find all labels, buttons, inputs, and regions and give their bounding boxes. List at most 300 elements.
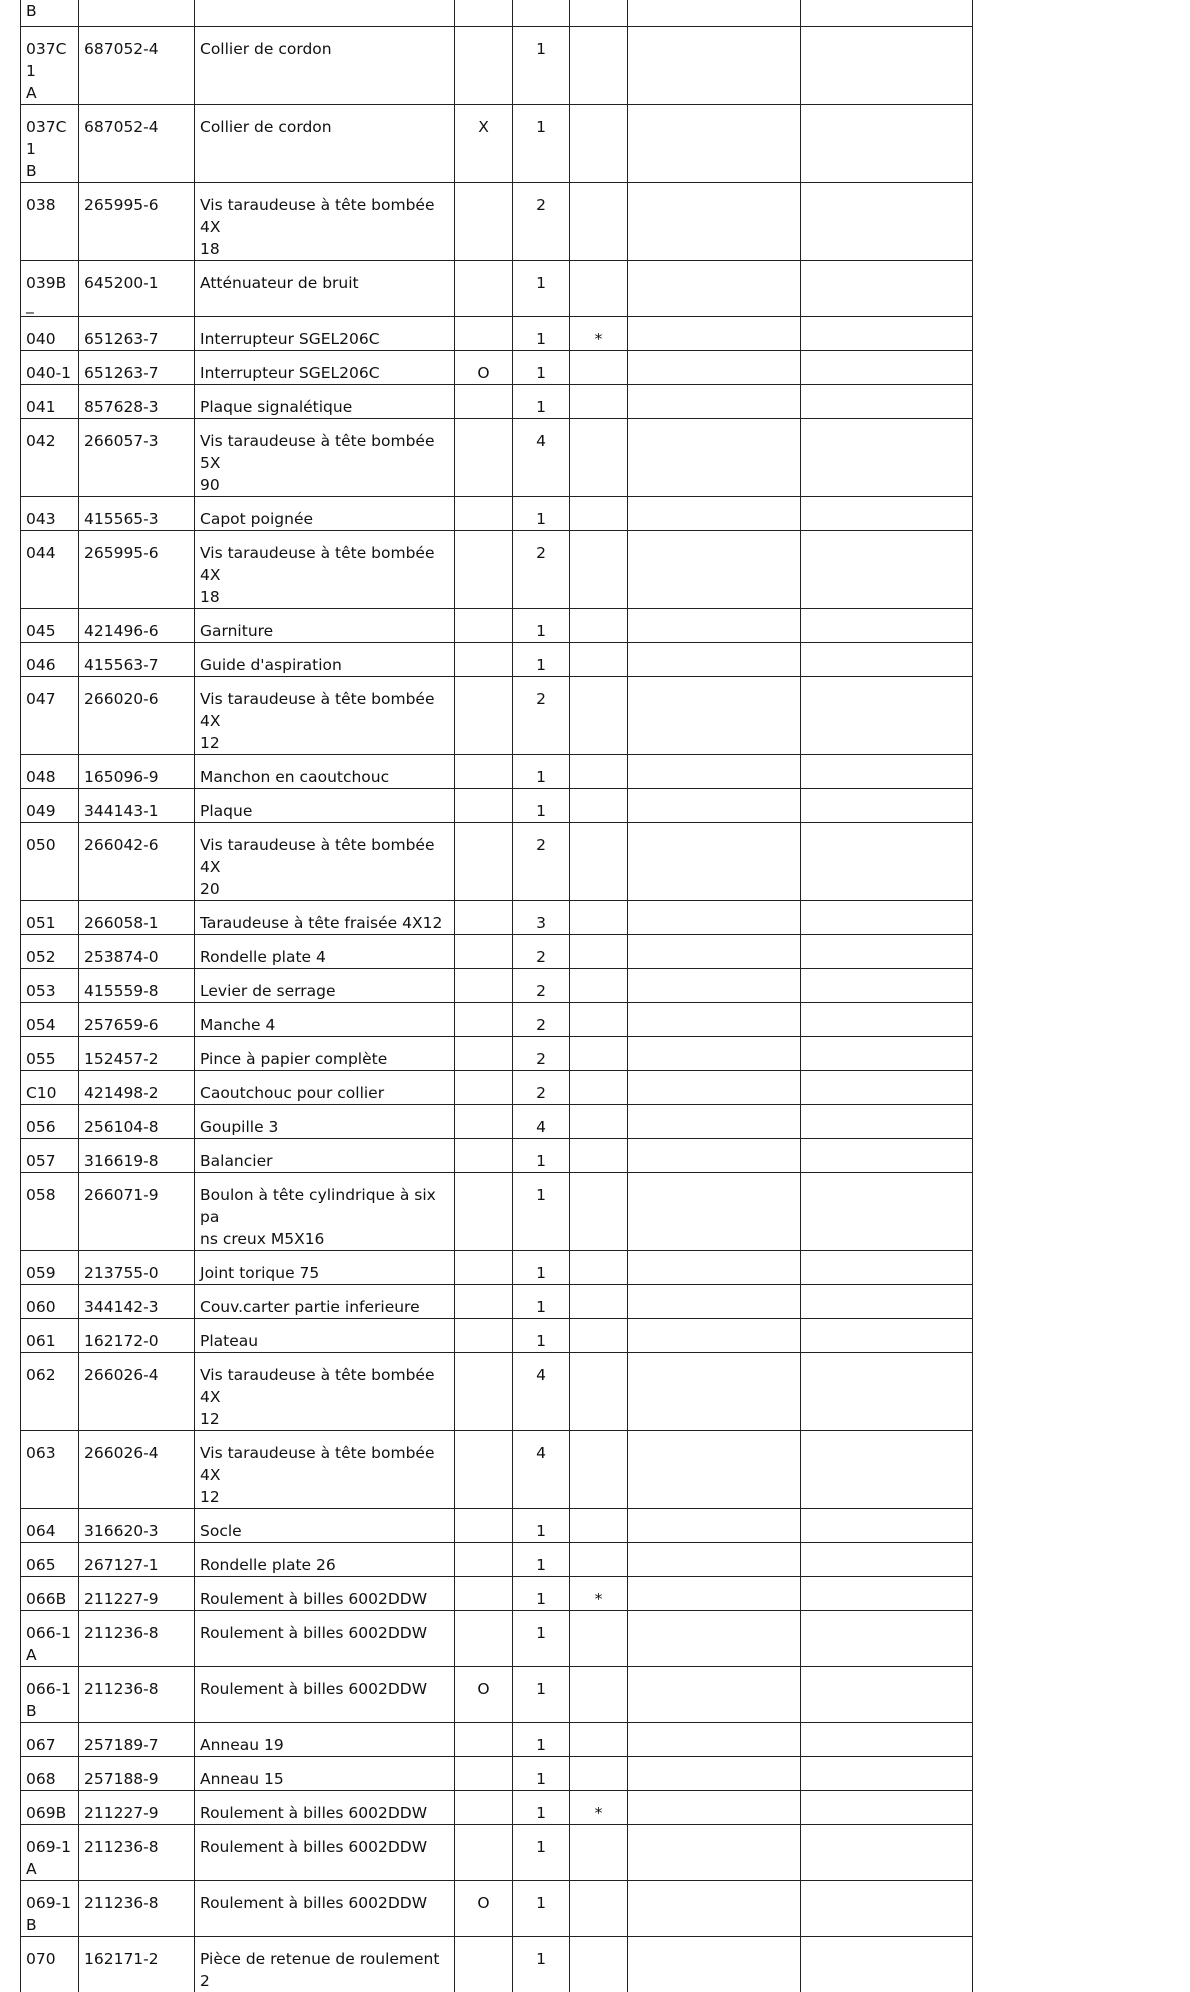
- note-cell: [570, 1610, 628, 1666]
- table-row: [21, 104, 973, 182]
- description-cell: Boulon à tête cylindrique à six pa ns creux M5X16: [195, 1172, 455, 1250]
- description-cell: Interrupteur SGEL206C: [195, 350, 455, 384]
- description-cell: Interrupteur SGEL206C: [195, 316, 455, 350]
- item-number-cell: 050: [21, 822, 79, 900]
- part-number-cell: 651263-7: [79, 316, 195, 350]
- extra-cell-1: [628, 1352, 801, 1430]
- extra-cell-2: [801, 900, 973, 934]
- item-number-cell: 040-1: [21, 350, 79, 384]
- flag-cell: [455, 1824, 513, 1880]
- extra-cell-1: [628, 316, 801, 350]
- table-row: [21, 1824, 973, 1880]
- description-cell: Collier de cordon: [195, 26, 455, 104]
- quantity-cell: 1: [513, 608, 570, 642]
- flag-cell: [455, 788, 513, 822]
- extra-cell-1: [628, 822, 801, 900]
- item-number-cell: 051: [21, 900, 79, 934]
- flag-cell: [455, 676, 513, 754]
- table-row: [21, 1250, 973, 1284]
- quantity-cell: [513, 0, 570, 26]
- quantity-cell: 1: [513, 350, 570, 384]
- part-number-cell: 316619-8: [79, 1138, 195, 1172]
- note-cell: [570, 1250, 628, 1284]
- extra-cell-2: [801, 1070, 973, 1104]
- item-number-cell: 067: [21, 1722, 79, 1756]
- quantity-cell: 1: [513, 1576, 570, 1610]
- description-cell: [195, 0, 455, 26]
- part-number-cell: 211236-8: [79, 1666, 195, 1722]
- quantity-cell: 2: [513, 676, 570, 754]
- part-number-cell: 256104-8: [79, 1104, 195, 1138]
- item-number-cell: 037C1 A: [21, 26, 79, 104]
- extra-cell-1: [628, 1666, 801, 1722]
- item-number-cell: 070: [21, 1936, 79, 1992]
- part-number-cell: 265995-6: [79, 182, 195, 260]
- quantity-cell: 1: [513, 1542, 570, 1576]
- flag-cell: [455, 1036, 513, 1070]
- quantity-cell: 1: [513, 1250, 570, 1284]
- extra-cell-1: [628, 1318, 801, 1352]
- note-cell: [570, 1508, 628, 1542]
- table-row: [21, 1508, 973, 1542]
- description-cell: Goupille 3: [195, 1104, 455, 1138]
- quantity-cell: 4: [513, 418, 570, 496]
- table-row: [21, 1576, 973, 1610]
- note-cell: [570, 1002, 628, 1036]
- item-number-cell: 041: [21, 384, 79, 418]
- note-cell: [570, 1722, 628, 1756]
- extra-cell-1: [628, 1002, 801, 1036]
- description-cell: Guide d'aspiration: [195, 642, 455, 676]
- quantity-cell: 1: [513, 1722, 570, 1756]
- item-number-cell: C10: [21, 1070, 79, 1104]
- description-cell: Rondelle plate 26: [195, 1542, 455, 1576]
- quantity-cell: 1: [513, 104, 570, 182]
- extra-cell-2: [801, 1172, 973, 1250]
- note-cell: [570, 1172, 628, 1250]
- part-number-cell: 152457-2: [79, 1036, 195, 1070]
- note-cell: *: [570, 1576, 628, 1610]
- note-cell: [570, 530, 628, 608]
- item-number-cell: 059: [21, 1250, 79, 1284]
- note-cell: [570, 1666, 628, 1722]
- quantity-cell: 1: [513, 260, 570, 316]
- item-number-cell: 069-1 A: [21, 1824, 79, 1880]
- part-number-cell: 266071-9: [79, 1172, 195, 1250]
- extra-cell-2: [801, 182, 973, 260]
- note-cell: [570, 104, 628, 182]
- extra-cell-2: [801, 1508, 973, 1542]
- description-cell: Roulement à billes 6002DDW: [195, 1824, 455, 1880]
- part-number-cell: 211236-8: [79, 1824, 195, 1880]
- quantity-cell: 4: [513, 1430, 570, 1508]
- flag-cell: [455, 26, 513, 104]
- item-number-cell: B: [21, 0, 79, 26]
- part-number-cell: 651263-7: [79, 350, 195, 384]
- extra-cell-2: [801, 1002, 973, 1036]
- flag-cell: [455, 182, 513, 260]
- extra-cell-2: [801, 26, 973, 104]
- table-row: [21, 384, 973, 418]
- quantity-cell: 1: [513, 1936, 570, 1992]
- part-number-cell: 162171-2: [79, 1936, 195, 1992]
- extra-cell-2: [801, 1284, 973, 1318]
- description-cell: Taraudeuse à tête fraisée 4X12: [195, 900, 455, 934]
- description-cell: Plateau: [195, 1318, 455, 1352]
- extra-cell-1: [628, 418, 801, 496]
- extra-cell-2: [801, 968, 973, 1002]
- item-number-cell: 049: [21, 788, 79, 822]
- part-number-cell: 257659-6: [79, 1002, 195, 1036]
- extra-cell-1: [628, 260, 801, 316]
- flag-cell: [455, 1542, 513, 1576]
- item-number-cell: 046: [21, 642, 79, 676]
- note-cell: [570, 1542, 628, 1576]
- quantity-cell: 3: [513, 900, 570, 934]
- description-cell: Manche 4: [195, 1002, 455, 1036]
- table-row: [21, 1756, 973, 1790]
- part-number-cell: 645200-1: [79, 260, 195, 316]
- table-row: [21, 1790, 973, 1824]
- item-number-cell: 052: [21, 934, 79, 968]
- flag-cell: [455, 1318, 513, 1352]
- item-number-cell: 038: [21, 182, 79, 260]
- flag-cell: [455, 608, 513, 642]
- note-cell: [570, 1430, 628, 1508]
- quantity-cell: 2: [513, 1036, 570, 1070]
- part-number-cell: 344143-1: [79, 788, 195, 822]
- item-number-cell: 062: [21, 1352, 79, 1430]
- extra-cell-2: [801, 1936, 973, 1992]
- table-row: [21, 0, 973, 26]
- part-number-cell: 257188-9: [79, 1756, 195, 1790]
- table-row: [21, 1430, 973, 1508]
- extra-cell-1: [628, 608, 801, 642]
- extra-cell-2: [801, 1666, 973, 1722]
- extra-cell-2: [801, 676, 973, 754]
- extra-cell-2: [801, 104, 973, 182]
- part-number-cell: 415563-7: [79, 642, 195, 676]
- note-cell: [570, 1756, 628, 1790]
- table-row: [21, 530, 973, 608]
- extra-cell-1: [628, 1508, 801, 1542]
- note-cell: [570, 1036, 628, 1070]
- item-number-cell: 054: [21, 1002, 79, 1036]
- extra-cell-1: [628, 530, 801, 608]
- table-row: [21, 316, 973, 350]
- extra-cell-2: [801, 1756, 973, 1790]
- table-row: [21, 1318, 973, 1352]
- part-number-cell: 266058-1: [79, 900, 195, 934]
- extra-cell-2: [801, 1790, 973, 1824]
- extra-cell-2: [801, 530, 973, 608]
- flag-cell: O: [455, 1880, 513, 1936]
- table-row: [21, 1352, 973, 1430]
- part-number-cell: 857628-3: [79, 384, 195, 418]
- item-number-cell: 061: [21, 1318, 79, 1352]
- note-cell: *: [570, 1790, 628, 1824]
- extra-cell-1: [628, 1070, 801, 1104]
- note-cell: [570, 642, 628, 676]
- item-number-cell: 053: [21, 968, 79, 1002]
- flag-cell: [455, 1250, 513, 1284]
- description-cell: Rondelle plate 4: [195, 934, 455, 968]
- extra-cell-2: [801, 1036, 973, 1070]
- quantity-cell: 1: [513, 1610, 570, 1666]
- part-number-cell: 211236-8: [79, 1610, 195, 1666]
- table-row: [21, 182, 973, 260]
- extra-cell-1: [628, 1430, 801, 1508]
- note-cell: [570, 26, 628, 104]
- description-cell: Vis taraudeuse à tête bombée 4X 12: [195, 676, 455, 754]
- item-number-cell: 063: [21, 1430, 79, 1508]
- part-number-cell: [79, 0, 195, 26]
- quantity-cell: 2: [513, 822, 570, 900]
- extra-cell-2: [801, 316, 973, 350]
- table-row: [21, 1936, 973, 1992]
- extra-cell-1: [628, 1756, 801, 1790]
- item-number-cell: 065: [21, 1542, 79, 1576]
- table-row: [21, 260, 973, 316]
- item-number-cell: 045: [21, 608, 79, 642]
- part-number-cell: 687052-4: [79, 104, 195, 182]
- item-number-cell: 058: [21, 1172, 79, 1250]
- item-number-cell: 039B_: [21, 260, 79, 316]
- extra-cell-1: [628, 26, 801, 104]
- parts-table: [20, 0, 973, 1992]
- flag-cell: [455, 316, 513, 350]
- extra-cell-2: [801, 754, 973, 788]
- extra-cell-1: [628, 1880, 801, 1936]
- quantity-cell: 2: [513, 530, 570, 608]
- item-number-cell: 064: [21, 1508, 79, 1542]
- extra-cell-2: [801, 384, 973, 418]
- quantity-cell: 2: [513, 968, 570, 1002]
- part-number-cell: 257189-7: [79, 1722, 195, 1756]
- item-number-cell: 066B: [21, 1576, 79, 1610]
- item-number-cell: 066-1 A: [21, 1610, 79, 1666]
- part-number-cell: 415565-3: [79, 496, 195, 530]
- note-cell: [570, 0, 628, 26]
- note-cell: [570, 822, 628, 900]
- description-cell: Vis taraudeuse à tête bombée 4X 12: [195, 1430, 455, 1508]
- table-row: [21, 1172, 973, 1250]
- description-cell: Collier de cordon: [195, 104, 455, 182]
- note-cell: [570, 182, 628, 260]
- extra-cell-1: [628, 1576, 801, 1610]
- note-cell: [570, 1824, 628, 1880]
- note-cell: [570, 350, 628, 384]
- table-row: [21, 968, 973, 1002]
- description-cell: Caoutchouc pour collier: [195, 1070, 455, 1104]
- flag-cell: [455, 1002, 513, 1036]
- extra-cell-1: [628, 968, 801, 1002]
- extra-cell-2: [801, 788, 973, 822]
- table-row: [21, 934, 973, 968]
- extra-cell-2: [801, 1610, 973, 1666]
- description-cell: Roulement à billes 6002DDW: [195, 1610, 455, 1666]
- flag-cell: [455, 1610, 513, 1666]
- note-cell: [570, 934, 628, 968]
- item-number-cell: 068: [21, 1756, 79, 1790]
- item-number-cell: 047: [21, 676, 79, 754]
- note-cell: [570, 1936, 628, 1992]
- table-row: [21, 1036, 973, 1070]
- part-number-cell: 266057-3: [79, 418, 195, 496]
- flag-cell: [455, 934, 513, 968]
- part-number-cell: 415559-8: [79, 968, 195, 1002]
- extra-cell-1: [628, 1284, 801, 1318]
- table-row: [21, 642, 973, 676]
- description-cell: Couv.carter partie inferieure: [195, 1284, 455, 1318]
- extra-cell-2: [801, 260, 973, 316]
- quantity-cell: 1: [513, 1666, 570, 1722]
- quantity-cell: 1: [513, 642, 570, 676]
- flag-cell: [455, 384, 513, 418]
- item-number-cell: 066-1 B: [21, 1666, 79, 1722]
- table-row: [21, 1138, 973, 1172]
- note-cell: [570, 676, 628, 754]
- extra-cell-2: [801, 1250, 973, 1284]
- part-number-cell: 267127-1: [79, 1542, 195, 1576]
- item-number-cell: 043: [21, 496, 79, 530]
- flag-cell: [455, 1508, 513, 1542]
- table-row: [21, 496, 973, 530]
- description-cell: Garniture: [195, 608, 455, 642]
- table-row: [21, 822, 973, 900]
- part-number-cell: 211227-9: [79, 1790, 195, 1824]
- item-number-cell: 057: [21, 1138, 79, 1172]
- flag-cell: [455, 1352, 513, 1430]
- note-cell: [570, 418, 628, 496]
- extra-cell-1: [628, 788, 801, 822]
- flag-cell: [455, 822, 513, 900]
- quantity-cell: 1: [513, 1508, 570, 1542]
- part-number-cell: 253874-0: [79, 934, 195, 968]
- flag-cell: [455, 1756, 513, 1790]
- flag-cell: [455, 642, 513, 676]
- note-cell: [570, 754, 628, 788]
- part-number-cell: 265995-6: [79, 530, 195, 608]
- extra-cell-1: [628, 350, 801, 384]
- part-number-cell: 266026-4: [79, 1352, 195, 1430]
- extra-cell-2: [801, 1576, 973, 1610]
- description-cell: Roulement à billes 6002DDW: [195, 1790, 455, 1824]
- table-row: [21, 1610, 973, 1666]
- quantity-cell: 1: [513, 1172, 570, 1250]
- item-number-cell: 056: [21, 1104, 79, 1138]
- extra-cell-2: [801, 1542, 973, 1576]
- extra-cell-1: [628, 642, 801, 676]
- part-number-cell: 211227-9: [79, 1576, 195, 1610]
- part-number-cell: 421496-6: [79, 608, 195, 642]
- flag-cell: [455, 530, 513, 608]
- extra-cell-1: [628, 754, 801, 788]
- note-cell: [570, 1104, 628, 1138]
- extra-cell-2: [801, 1138, 973, 1172]
- description-cell: Plaque: [195, 788, 455, 822]
- flag-cell: [455, 968, 513, 1002]
- extra-cell-2: [801, 1104, 973, 1138]
- description-cell: Levier de serrage: [195, 968, 455, 1002]
- table-row: [21, 1002, 973, 1036]
- extra-cell-1: [628, 1542, 801, 1576]
- flag-cell: [455, 496, 513, 530]
- extra-cell-1: [628, 1936, 801, 1992]
- flag-cell: X: [455, 104, 513, 182]
- part-number-cell: 266026-4: [79, 1430, 195, 1508]
- flag-cell: [455, 418, 513, 496]
- extra-cell-1: [628, 496, 801, 530]
- flag-cell: [455, 1430, 513, 1508]
- quantity-cell: 4: [513, 1104, 570, 1138]
- extra-cell-2: [801, 1318, 973, 1352]
- extra-cell-1: [628, 1172, 801, 1250]
- extra-cell-2: [801, 1722, 973, 1756]
- extra-cell-2: [801, 418, 973, 496]
- flag-cell: [455, 1576, 513, 1610]
- item-number-cell: 060: [21, 1284, 79, 1318]
- description-cell: Vis taraudeuse à tête bombée 4X 12: [195, 1352, 455, 1430]
- note-cell: [570, 968, 628, 1002]
- extra-cell-2: [801, 0, 973, 26]
- extra-cell-1: [628, 1138, 801, 1172]
- flag-cell: [455, 754, 513, 788]
- table-row: [21, 1880, 973, 1936]
- flag-cell: O: [455, 1666, 513, 1722]
- quantity-cell: 1: [513, 1756, 570, 1790]
- extra-cell-2: [801, 1352, 973, 1430]
- quantity-cell: 1: [513, 1790, 570, 1824]
- quantity-cell: 2: [513, 934, 570, 968]
- quantity-cell: 1: [513, 1880, 570, 1936]
- description-cell: Pince à papier complète: [195, 1036, 455, 1070]
- part-number-cell: 316620-3: [79, 1508, 195, 1542]
- table-row: [21, 350, 973, 384]
- note-cell: [570, 260, 628, 316]
- description-cell: Roulement à billes 6002DDW: [195, 1576, 455, 1610]
- quantity-cell: 1: [513, 788, 570, 822]
- table-row: [21, 900, 973, 934]
- quantity-cell: 2: [513, 1002, 570, 1036]
- extra-cell-1: [628, 1610, 801, 1666]
- extra-cell-1: [628, 1104, 801, 1138]
- extra-cell-2: [801, 1824, 973, 1880]
- table-row: [21, 1542, 973, 1576]
- description-cell: Anneau 19: [195, 1722, 455, 1756]
- table-row: [21, 754, 973, 788]
- note-cell: [570, 1138, 628, 1172]
- description-cell: Vis taraudeuse à tête bombée 4X 20: [195, 822, 455, 900]
- item-number-cell: 069-1 B: [21, 1880, 79, 1936]
- part-number-cell: 213755-0: [79, 1250, 195, 1284]
- note-cell: [570, 1880, 628, 1936]
- description-cell: Socle: [195, 1508, 455, 1542]
- extra-cell-2: [801, 642, 973, 676]
- description-cell: Atténuateur de bruit: [195, 260, 455, 316]
- part-number-cell: 266042-6: [79, 822, 195, 900]
- flag-cell: [455, 900, 513, 934]
- table-row: [21, 1284, 973, 1318]
- quantity-cell: 1: [513, 1138, 570, 1172]
- quantity-cell: 1: [513, 316, 570, 350]
- table-row: [21, 1070, 973, 1104]
- item-number-cell: 042: [21, 418, 79, 496]
- description-cell: Roulement à billes 6002DDW: [195, 1880, 455, 1936]
- flag-cell: [455, 1936, 513, 1992]
- item-number-cell: 044: [21, 530, 79, 608]
- quantity-cell: 1: [513, 754, 570, 788]
